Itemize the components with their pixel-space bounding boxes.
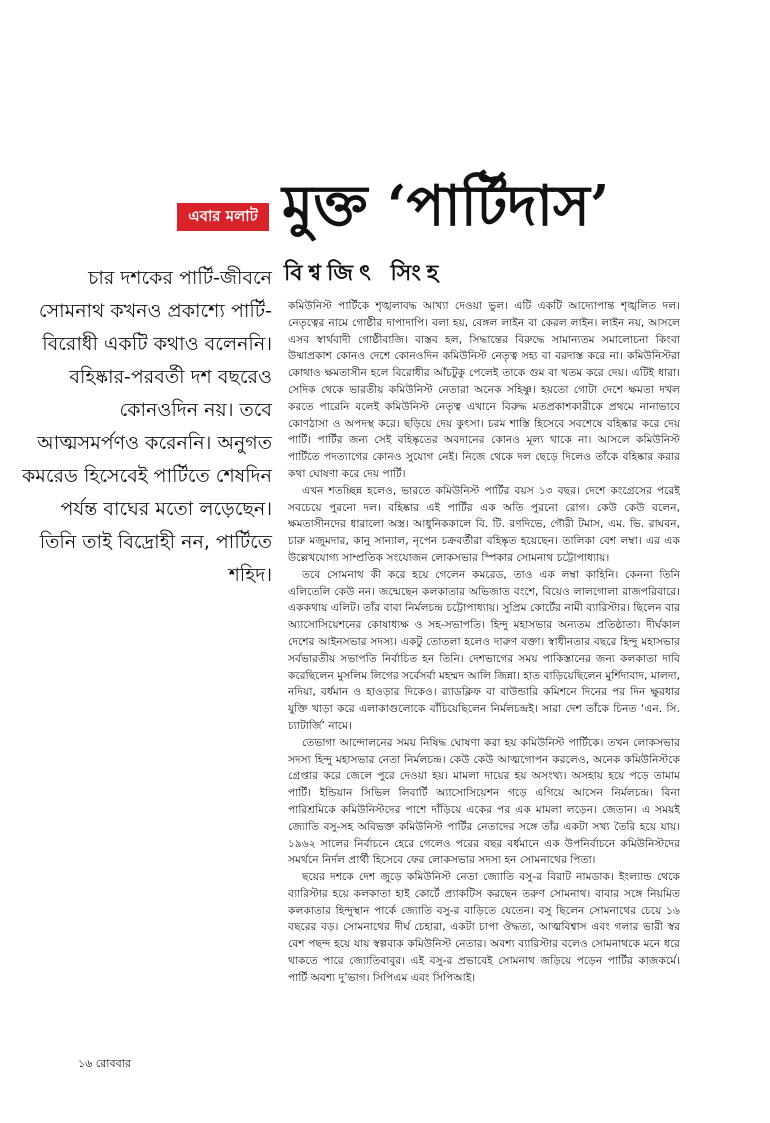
article-paragraph: কমিউনিস্ট পার্টিকে শৃঙ্খলাবদ্ধ আখ্যা দেওয়া ভুল। এটি একটি আদ্যোপান্ত শৃঙ্খলিত দল। নেতৃত্বের নামে গোষ্ঠীর দাপাদাপি। বলা হয়, বেঙ্গল লাইন বা কেরল লাইন। লাইন নয়, আসলে এসব স্বার্থবাদী গোষ্ঠীবাজি। বাস্তব হল, সিদ্ধান্তের বিরুদ্ধে সামান্যতম সমালোচনা কিংবা উষ্মাপ্রকাশ কোনও দেশে কোনওদিন কমিউনিস্ট নেতৃত্ব সহ্য বা বরদাস্ত করে না। কমিউনিস্টরা কোথাও ক্ষমতাসীন হলে বিরোধীর আঁচটুকু পেলেই তাকে গুম বা খতম করে দেয়। এটিই ধারা। সেদিক থেকে ভারতীয় কমিউনিস্ট নেতারা অনেক সহিষ্ণু। হয়তো গোটা দেশে ক্ষমতা দখল করতে পারেনি বলেই কমিউনিস্ট নেতৃত্ব এখানে বিরুদ্ধ মতপ্রকাশকারীকে প্রথমে নানাভাবে কোণঠাসা ও অপদস্থ করে। ছড়িয়ে দেয় কুৎসা। চরম শাস্তি হিসেবে সবশেষে বহিষ্কার করে দেয় পার্টি। পার্টির জন্য সেই বহিষ্কৃতের অবদানের কোনও মূল্য থাকে না। আসলে কমিউনিস্ট পার্টিতে পদত্যাগের কোনও সুযোগ নেই। নিজে থেকে দল ছেড়ে দিলেও তাঁকে বহিষ্কার করার কথা ঘোষণা করে দেয় পার্টি। (288, 299, 680, 480)
headline: মুক্ত ‘পার্টিদাস’ (282, 173, 610, 239)
article-paragraph: এখন শতচ্ছিন্ন হলেও, ভারতে কমিউনিস্ট পার্টির বয়স ১৩ বছর। দেশে কংগ্রেসের পরেই সবচেয়ে পুরনো দল। বহিষ্কার এই পার্টির এক অতি পুরনো রোগ। কেউ কেউ বলেন, ক্ষমতাসীনদের ধারালো অস্ত্র। আধুনিককালে বি. টি. রণদিভে, গৌরী টমাস, এম. ভি. রাঘবন, চারু মজুমদার, কানু সান্যাল, নৃপেন চক্রবর্তীরা বহিষ্কৃত হয়েছেন। তালিকা বেশ লম্বা। এর এক উল্লেখযোগ্য সাম্প্রতিক সংযোজন লোকসভার স্পিকার সোমনাথ চট্টোপাধ্যায়। (288, 483, 680, 564)
pull-quote: চার দশকের পার্টি-জীবনে সোমনাথ কখনও প্রকাশ্যে পার্টি-বিরোধী একটি কথাও বলেননি। বহিষ্কার-পরবর্তী দশ বছরেও কোনওদিন নয়। তবে আত্মসমর্পণও করেননি। অনুগত কমরেড হিসেবেই পার্টিতে শেষদিন পর্যন্ত বাঘের মতো লড়েছেন। তিনি তাই বিদ্রোহী নন, পার্টিতে শহিদ। (22, 267, 272, 586)
section-tag: এবার মলাট (177, 203, 269, 231)
byline: বিশ্বজিৎ সিংহ (284, 261, 445, 286)
article-paragraph: তবে সোমনাথ কী করে হয়ে গেলেন কমরেড, তাও এক লম্বা কাহিনি। কেননা তিনি এলিতেলি কেউ নন। জন্মেছেন কলকাতার অভিজাত বংশে, বিয়েও লালগোলা রাজপরিবারে। এককথায় এলিট। তাঁর বাবা নির্মলচন্দ্র চট্টোপাধ্যায়। সুপ্রিম কোর্টের নামী ব্যারিস্টার। ছিলেন বার অ্যাসোসিয়েশনের কোষাধ্যক্ষ ও সহ-সভাপতি। হিন্দু মহাসভার অন্যতম প্রতিষ্ঠাতা। দীর্ঘকাল দেশের আইনসভার সদস্য। একটু তোতলা হলেও দারুণ বক্তা। স্বাধীনতার বছরে হিন্দু মহাসভার সর্বভারতীয় সভাপতি নির্বাচিত হন তিনি। দেশভাগের সময় পাকিস্তানের জন্য কলকাতা দাবি করেছিলেন মুসলিম লিগের সর্বেসর্বা মহম্মদ আলি জিন্না। হাত বাড়িয়েছিলেন মুর্শিদাবাদ, মালদা, নদিয়া, বর্ধমান ও হাওড়ার দিকেও। র‍্যাডক্লিফ বা বাউন্ডারি কমিশনে দিনের পর দিন ক্ষুরধার যুক্তি খাড়া করে এলাকাগুলোকে বাঁচিয়েছিলেন নির্মলচন্দ্রই। সারা দেশ তাঁকে চিনত ‘এন. সি. চ্যাটার্জি’ নামে। (288, 567, 681, 732)
page-folio: ১৬ রোববার (78, 1057, 131, 1070)
article-paragraph: ছয়ের দশকে দেশ জুড়ে কমিউনিস্ট নেতা জ্যোতি বসু-র বিরাট নামডাক। ইংল্যান্ড থেকে ব্যারিস্টার হয়ে কলকাতা হাই কোর্টে প্র্যাকটিস করছেন তরুণ সোমনাথ। বাবার সঙ্গে নিয়মিত কলকাতার হিন্দুস্থান পার্কে জ্যোতি বসু-র বাড়িতে যেতেন। বসু ছিলেন সোমনাথের চেয়ে ১৬ বছরের বড়। সোমনাথের দীর্ঘ চেহারা, একটা চাপা ঔদ্ধত্য, আত্মবিশ্বাস এবং গলার ভারী স্বর বেশ পছন্দ হয়ে যায় স্বল্পবাক কমিউনিস্ট নেতার। অবশ্য ব্যারিস্টার বলেও সোমনাথকে মনে ধরে থাকতে পারে জ্যোতিবাবুর। এই বসু-র প্রভাবেই সোমনাথ জড়িয়ে পড়েন পার্টির কাজকর্মে। পার্টি অবশ্য দু’ভাগ। সিপিএম এবং সিপিআই। (288, 870, 680, 984)
article-body (288, 298, 680, 987)
article-paragraph: তেভাগা আন্দোলনের সময় নিষিদ্ধ ঘোষণা করা হয় কমিউনিস্ট পার্টিকে। তখন লোকসভার সদস্য হিন্দু মহাসভার নেতা নির্মলচন্দ্র। কেউ কেউ আত্মগোপন করলেও, অনেক কমিউনিস্টকে গ্রেপ্তার করে জেলে পুরে দেওয়া হয়। মামলা দায়ের হয় অসংখ্য। অসহায় হয়ে পড়ে তামাম পার্টি। ইন্ডিয়ান সিভিল লিবার্টি অ্যাসোসিয়েশন গড়ে এগিয়ে আসেন নির্মলচন্দ্র। বিনা পারিশ্রমিকে কমিউনিস্টদের পাশে দাঁড়িয়ে একের পর এক মামলা লড়েন। জেতান। এ সময়ই জ্যোতি বসু-সহ অবিভক্ত কমিউনিস্ট পার্টির নেতাদের সঙ্গে তাঁর একটা সখ্য তৈরি হয়ে যায়। ১৯৬২ সালের নির্বাচনে হেরে গেলেও পরের বছর বর্ধমানে এক উপনির্বাচনে কমিউনিস্টদের সমর্থনে নির্দল প্রার্থী হিসেবে ফের লোকসভার সদস্য হন সোমনাথের পিতা। (288, 735, 680, 867)
